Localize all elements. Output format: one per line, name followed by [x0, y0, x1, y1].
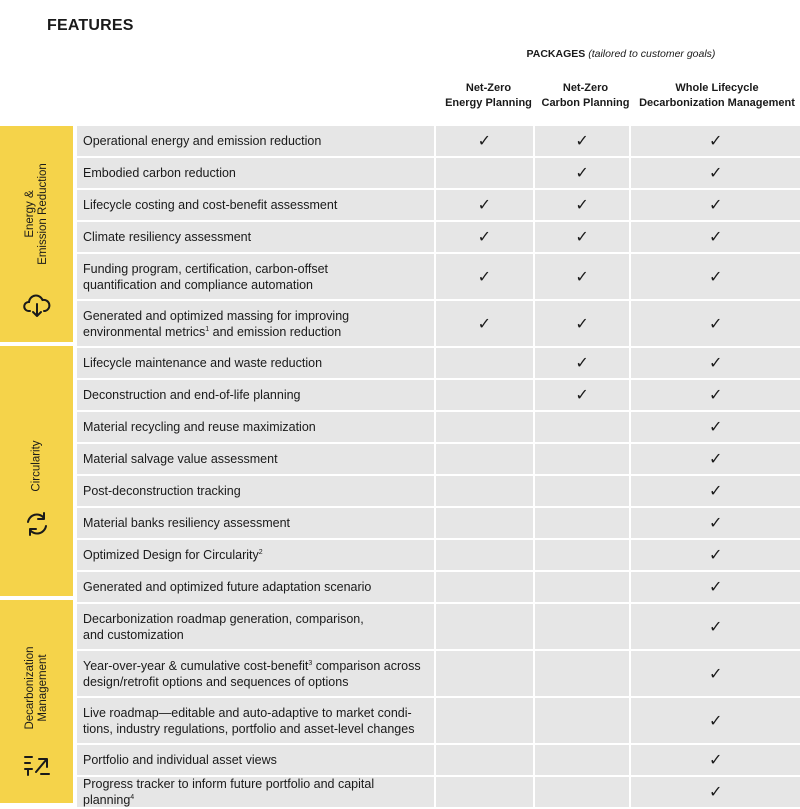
feature-label: Generated and optimized future adaptation scenario: [83, 580, 372, 594]
feature-cell: [77, 604, 434, 649]
package-cell: [631, 476, 800, 506]
category-label: [24, 646, 50, 729]
feature-cell: [77, 651, 434, 696]
feature-cell: [77, 380, 434, 410]
checkmark-icon: ✓: [709, 315, 723, 333]
table-row: [77, 348, 800, 378]
feature-label: quantification and compliance automation: [83, 277, 314, 292]
feature-label: Material salvage value assessment: [83, 452, 278, 466]
package-cell: [436, 604, 533, 649]
refresh-arrows-icon: [22, 509, 52, 539]
feature-text: [83, 705, 414, 737]
package-cell: [535, 254, 630, 299]
package-cell: [535, 348, 630, 378]
package-cell: [631, 572, 800, 602]
checkmark-icon: ✓: [477, 229, 492, 246]
checkmark-icon: ✓: [477, 133, 492, 150]
package-cell: [631, 444, 800, 474]
package-cell: [631, 540, 800, 570]
package-cell: [535, 572, 630, 602]
feature-cell: [77, 222, 434, 252]
feature-label: Deconstruction and end-of-life planning: [83, 388, 301, 402]
feature-label: Decarbonization roadmap generation, comparison,: [83, 611, 364, 626]
column-header-line: Net-Zero: [465, 82, 512, 94]
table-row: [77, 126, 800, 156]
checkmark-icon: ✓: [709, 618, 723, 636]
table-row: [77, 190, 800, 220]
checkmark-icon: ✓: [709, 268, 723, 286]
package-cell: [436, 301, 533, 346]
category-circularity: [0, 346, 73, 596]
package-cell: [436, 540, 533, 570]
feature-cell: [77, 476, 434, 506]
feature-label: design/retrofit options and sequences of options: [83, 674, 349, 689]
feature-label: tions, industry regulations, portfolio and asset-level changes: [83, 721, 415, 736]
feature-table: [77, 126, 800, 809]
feature-text: [83, 308, 349, 340]
table-row: [77, 745, 800, 775]
table-row: [77, 301, 800, 346]
footnote-marker: 3: [308, 659, 313, 667]
feature-text: [83, 658, 421, 690]
checkmark-icon: ✓: [709, 579, 723, 596]
package-cell: [535, 158, 630, 188]
category-label-line: Management: [36, 654, 49, 722]
package-cell: [436, 254, 533, 299]
package-cell: [535, 190, 630, 220]
package-cell: [631, 301, 800, 346]
feature-text: [83, 133, 321, 149]
package-cell: [535, 126, 630, 156]
packages-header: [440, 48, 800, 60]
package-cell: [535, 604, 630, 649]
package-cell: [535, 745, 630, 775]
checkmark-icon: ✓: [709, 419, 723, 436]
table-row: [77, 540, 800, 570]
checkmark-icon: ✓: [709, 165, 723, 182]
feature-text: [83, 197, 337, 213]
table-row: [77, 380, 800, 410]
package-cell: [436, 745, 533, 775]
feature-cell: [77, 572, 434, 602]
checkmark-icon: ✓: [575, 133, 589, 150]
package-cell: [631, 158, 800, 188]
feature-label: Live roadmap—editable and auto-adaptive to market condi-: [83, 705, 412, 720]
package-cell: [631, 126, 800, 156]
feature-text: [83, 611, 364, 643]
checkmark-icon: ✓: [575, 268, 589, 286]
column-header-net-zero-carbon: [537, 81, 634, 111]
checkmark-icon: ✓: [709, 784, 723, 801]
feature-label: Generated and optimized massing for improving: [83, 308, 350, 323]
checkmark-icon: ✓: [709, 515, 723, 532]
package-cell: [436, 444, 533, 474]
page-title: FEATURES: [47, 17, 134, 34]
feature-label: Portfolio and individual asset views: [83, 753, 277, 767]
table-row: [77, 158, 800, 188]
category-label-line: Emission Reduction: [36, 163, 49, 265]
feature-label: Post-deconstruction tracking: [83, 484, 241, 498]
package-cell: [535, 301, 630, 346]
table-row: [77, 698, 800, 743]
checkmark-icon: ✓: [709, 197, 723, 214]
category-label-line: Circularity: [30, 440, 42, 492]
package-cell: [631, 348, 800, 378]
footnote-marker: 4: [130, 793, 135, 801]
column-header-line: Decarbonization Management: [639, 97, 795, 109]
checkmark-icon: ✓: [709, 229, 723, 246]
column-header-line: Energy Planning: [445, 97, 532, 109]
table-row: [77, 651, 800, 696]
category-label-line: Energy &: [23, 190, 36, 238]
feature-text: [83, 419, 316, 435]
feature-cell: [77, 126, 434, 156]
column-header-net-zero-energy: [440, 81, 537, 111]
package-cell: [631, 745, 800, 775]
checkmark-icon: ✓: [709, 483, 723, 500]
feature-text: [83, 547, 263, 563]
table-row: [77, 604, 800, 649]
table-row: [77, 508, 800, 538]
feature-label: environmental metrics: [83, 324, 206, 339]
feature-text: [83, 355, 322, 371]
package-cell: [436, 222, 533, 252]
feature-text: [83, 776, 428, 808]
table-row: [77, 476, 800, 506]
column-header-line: Net-Zero: [562, 82, 609, 94]
package-cell: [631, 222, 800, 252]
checkmark-icon: ✓: [575, 315, 589, 333]
package-cell: [436, 508, 533, 538]
package-cell: [436, 651, 533, 696]
package-cell: [436, 126, 533, 156]
feature-cell: [77, 254, 434, 299]
feature-text: [83, 229, 251, 245]
package-cell: [436, 572, 533, 602]
package-cell: [631, 698, 800, 743]
feature-text: [83, 451, 278, 467]
package-cell: [535, 508, 630, 538]
category-label: [24, 163, 50, 265]
feature-label: Material recycling and reuse maximization: [83, 420, 316, 434]
feature-label: and customization: [83, 627, 184, 642]
feature-label: Funding program, certification, carbon-offset: [83, 261, 329, 276]
footnote-marker: 2: [258, 548, 263, 556]
category-label-line: Decarbonization: [23, 646, 36, 730]
category-energy-emission-reduction: [0, 126, 73, 342]
checkmark-icon: ✓: [575, 229, 589, 246]
checkmark-icon: ✓: [709, 451, 723, 468]
feature-text: [83, 165, 236, 181]
feature-text: [83, 483, 241, 499]
checkmark-icon: ✓: [709, 665, 723, 683]
checkmark-icon: ✓: [709, 712, 723, 730]
footnote-marker: 1: [205, 325, 210, 333]
feature-cell: [77, 158, 434, 188]
package-cell: [631, 254, 800, 299]
package-cell: [631, 412, 800, 442]
package-cell: [436, 412, 533, 442]
feature-text: [83, 515, 290, 531]
package-cell: [535, 380, 630, 410]
checkmark-icon: ✓: [709, 387, 723, 404]
feature-label: Optimized Design for Circularity: [83, 548, 259, 562]
package-cell: [436, 158, 533, 188]
package-cell: [631, 604, 800, 649]
feature-cell: [77, 190, 434, 220]
feature-text: [83, 261, 328, 293]
feature-cell: [77, 412, 434, 442]
checkmark-icon: ✓: [709, 547, 723, 564]
package-cell: [535, 698, 630, 743]
feature-cell: [77, 348, 434, 378]
category-label: [30, 440, 43, 491]
package-cell: [631, 508, 800, 538]
packages-note: (tailored to customer goals): [588, 48, 716, 60]
checkmark-icon: ✓: [477, 197, 492, 214]
feature-cell: [77, 540, 434, 570]
checkmark-icon: ✓: [575, 387, 589, 404]
checkmark-icon: ✓: [709, 752, 723, 769]
checkmark-icon: ✓: [477, 315, 492, 333]
checkmark-icon: ✓: [575, 165, 589, 182]
package-cell: [436, 380, 533, 410]
feature-label: Embodied carbon reduction: [83, 166, 236, 180]
feature-label: and emission reduction: [209, 324, 342, 339]
table-row: [77, 412, 800, 442]
feature-label: Lifecycle costing and cost-benefit assessment: [83, 198, 338, 212]
checkmark-icon: ✓: [575, 355, 589, 372]
package-cell: [436, 698, 533, 743]
cloud-download-icon: [22, 291, 52, 321]
column-header-line: Whole Lifecycle: [675, 82, 759, 94]
feature-label: Year-over-year & cumulative cost-benefit: [83, 658, 309, 673]
package-cell: [631, 651, 800, 696]
feature-label: Progress tracker to inform future portfolio and capital planning: [83, 777, 375, 807]
feature-text: [83, 752, 277, 768]
checkmark-icon: ✓: [709, 133, 723, 150]
package-cell: [535, 540, 630, 570]
feature-label: Climate resiliency assessment: [83, 230, 252, 244]
package-cell: [535, 222, 630, 252]
feature-cell: [77, 745, 434, 775]
package-cell: [631, 380, 800, 410]
table-row: [77, 444, 800, 474]
checkmark-icon: ✓: [709, 355, 723, 372]
package-cell: [535, 412, 630, 442]
feature-label: comparison across: [312, 658, 421, 673]
category-decarbonization-management: [0, 600, 73, 803]
feature-text: [83, 579, 371, 595]
table-row: [77, 254, 800, 299]
table-row: [77, 572, 800, 602]
package-cell: [631, 190, 800, 220]
feature-cell: [77, 508, 434, 538]
roadmap-arrow-icon: [22, 748, 52, 778]
package-cell: [436, 190, 533, 220]
feature-cell: [77, 301, 434, 346]
package-cell: [535, 651, 630, 696]
package-cell: [436, 476, 533, 506]
feature-text: [83, 387, 301, 403]
package-cell: [436, 348, 533, 378]
package-cell: [535, 444, 630, 474]
feature-cell: [77, 698, 434, 743]
column-header-line: Carbon Planning: [541, 97, 630, 109]
table-row: [77, 222, 800, 252]
checkmark-icon: ✓: [575, 197, 589, 214]
feature-label: Lifecycle maintenance and waste reduction: [83, 356, 323, 370]
feature-cell: [77, 444, 434, 474]
feature-label: Material banks resiliency assessment: [83, 516, 291, 530]
packages-label: PACKAGES: [526, 48, 586, 60]
checkmark-icon: ✓: [477, 268, 492, 286]
feature-label: Operational energy and emission reduction: [83, 134, 322, 148]
package-cell: [535, 476, 630, 506]
column-header-whole-lifecycle: [634, 81, 800, 111]
